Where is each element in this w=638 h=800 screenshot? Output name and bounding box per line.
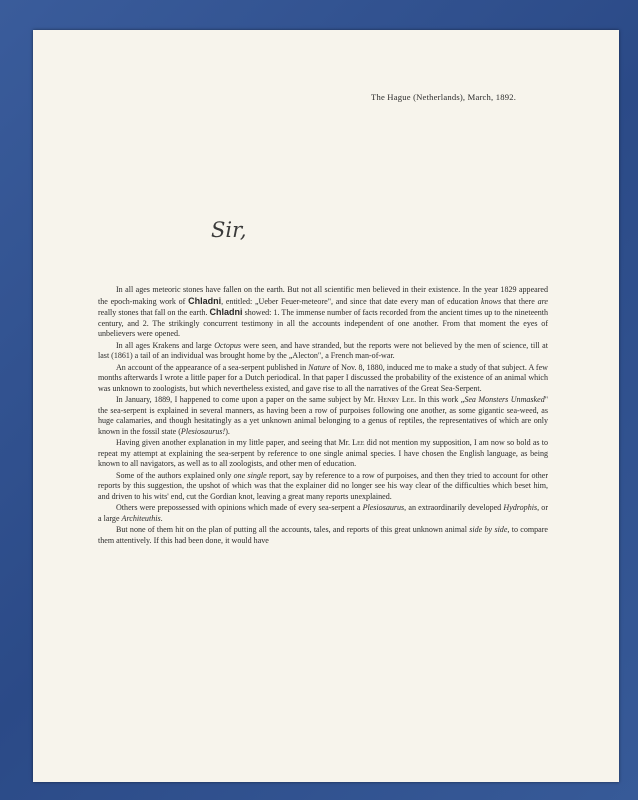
emphasis-text: one single: [233, 470, 267, 480]
text-run: that there: [501, 296, 538, 306]
paragraph: [98, 363, 548, 395]
emphasis-text: Nature: [308, 362, 331, 372]
text-run: Having given another explanation in my little paper, and seeing that Mr.: [116, 438, 353, 447]
text-run: Others were prepossessed with opinions which made of every sea-serpent a: [116, 503, 363, 512]
text-run: really stones that fall on the earth.: [98, 308, 210, 317]
emphasis-text: Octopus: [214, 340, 242, 350]
text-run: . In this work „: [414, 395, 465, 404]
emphasis-text: Plesiosaurus!: [180, 426, 226, 436]
emphasis-text: are: [537, 296, 548, 306]
text-run: In all ages Krakens and large: [116, 340, 215, 350]
dateline: The Hague (Netherlands), March, 1892.: [371, 92, 517, 102]
text-run: did not mention my supposition, I am now so bold as to repeat my attempt at explaining the sea-serpent by reference to one single animal species. I have chosen the English language, as being known to all navigators, as well as to all zoologists, and other men of education.: [98, 438, 548, 468]
letter-body: [98, 285, 548, 547]
emphasis-text: Architeuthis: [121, 513, 161, 523]
text-run: were seen, and have stranded, but the reports were not believed by the men of science, till at last (1861) a tail of an individual was brought home by the „Alecton", a French man-of-war.: [98, 340, 548, 360]
paragraph: [98, 395, 548, 437]
text-run: .: [160, 513, 163, 523]
paragraph: [98, 503, 548, 524]
emphasis-text: Plesiosaurus: [362, 503, 405, 512]
text-run: ).: [225, 426, 230, 436]
text-run: In January, 1889, I happened to come upon a paper on the same subject by Mr.: [116, 395, 378, 404]
text-run: showed: 1. The immense number of facts recorded from the ancient times up to the nineteenth century, and 2. The strikingly concurrent testimony in all the accounts independent of one another. From that moment the eyes of unbelievers were opened.: [98, 308, 549, 338]
letter-page: [33, 30, 619, 782]
text-run: , or a large: [98, 503, 548, 523]
salutation: Sir,: [211, 218, 247, 242]
emphasis-text: Sea Monsters Unmasked: [464, 395, 545, 404]
text-run: Some of the authors explained only: [116, 470, 234, 480]
paragraph: [98, 471, 548, 503]
emphasis-text: Hydrophis: [503, 503, 538, 512]
text-run: But none of them hit on the plan of putting all the accounts, tales, and reports of this great unknown animal: [116, 525, 470, 534]
text-run: An account of the appearance of a sea-serpent published in: [116, 362, 309, 372]
smallcaps-name: Lee: [352, 438, 365, 447]
smallcaps-name: Henry Lee: [377, 395, 415, 404]
text-run: , an extraordinarily developed: [404, 503, 504, 512]
text-run: , entitled: „Ueber Feuer-meteore", and since that date every man of education: [221, 296, 482, 306]
emphasis-text: side by side: [469, 525, 508, 534]
text-run: of Nov. 8, 1880, induced me to make a study of that subject. A few months afterwards I wrote a little paper for a Dutch periodical. In that paper I discussed the probability of the existence of an animal which was unknown to zoologists, but which nevertheless existed, and gave rise to all the narratives of the Great Sea-Serpent.: [98, 362, 548, 393]
bold-name: Chladni: [209, 307, 243, 317]
paragraph: [98, 438, 548, 470]
emphasis-text: knows: [481, 296, 502, 306]
paragraph: [98, 341, 548, 362]
paragraph: [98, 525, 548, 546]
text-run: , to compare them attentively. If this had been done, it would have: [98, 525, 548, 545]
paragraph: [98, 285, 548, 340]
text-run: In all ages meteoric stones have fallen on the earth. But not all scientific men believed in their existence. In the year 1829 appeared the epoch-making work of: [98, 285, 548, 306]
bold-name: Chladni: [188, 295, 222, 306]
text-run: report, say by reference to a row of purpoises, and then they tried to account for other reports by this suggestion, the upshot of which was that the explainer did no longer see his way clear of the difficulties which beset him, and driven to his wits' end, cut the Gordian knot, leaving a great many reports unexplained.: [98, 470, 548, 501]
text-run: " the sea-serpent is explained in several manners, as having been a row of purpoises following one another, as some gigantic sea-weed, as huge calamaries, and though hesitatingly as a yet unknown animal belonging to a genus of reptiles, the representatives of which are only known in the fossil state (: [98, 395, 549, 436]
